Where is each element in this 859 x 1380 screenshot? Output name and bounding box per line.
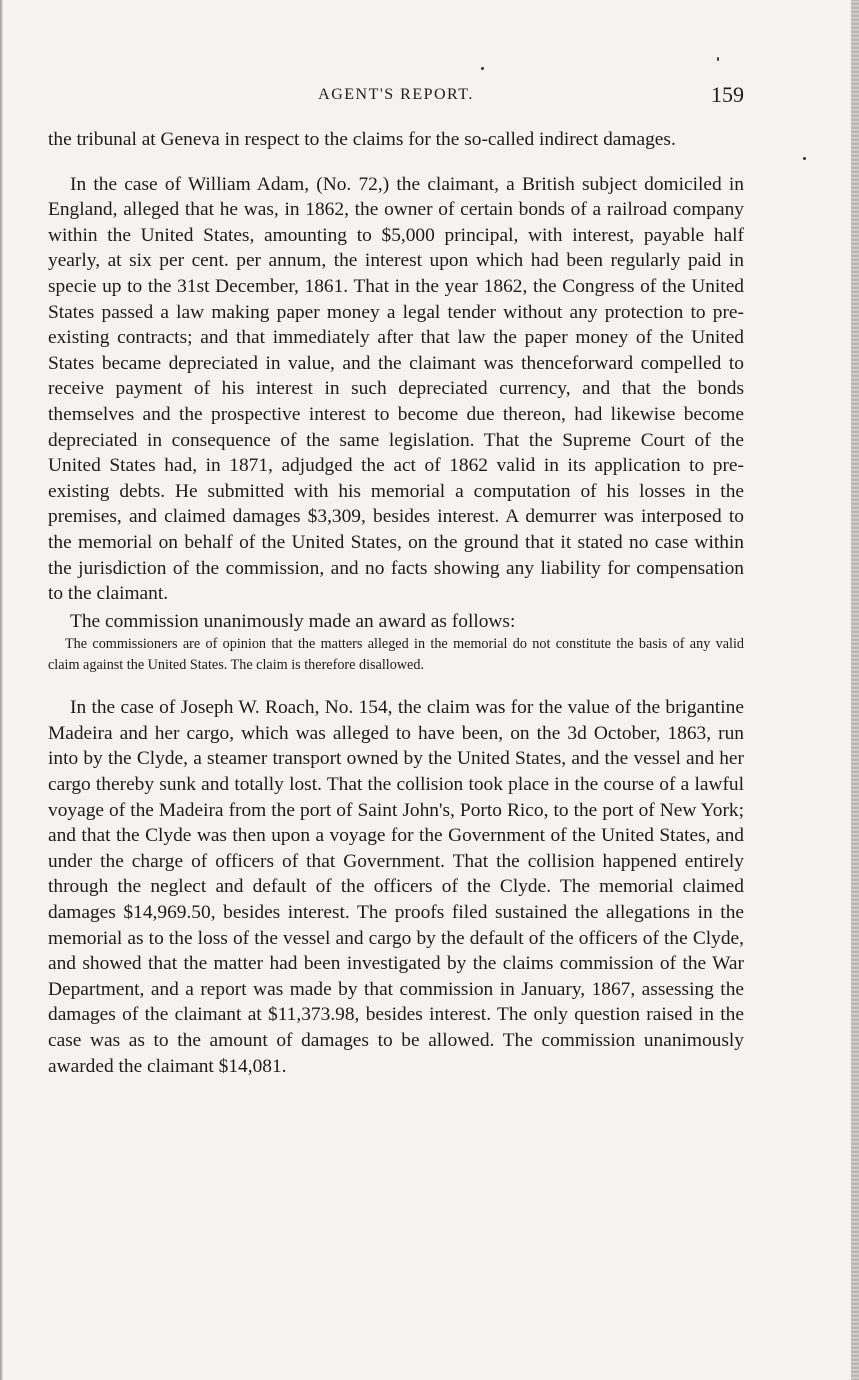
print-speck bbox=[803, 157, 806, 160]
paragraph-adam-case: In the case of William Adam, (No. 72,) the claimant, a British subject domiciled in England, alleged that he was, in 1862, the owner of certain bonds of a railroad company within the United States, amounting to $5,000 principal, with interest, payable half yearly, at six per cent. per annum, the interest upon which had been regularly paid in specie up to the 31st December, 1861. That in the year 1862, the Congress of the United States passed a law making paper money a legal tender without any protection to pre-existing contracts; and that immediately after that law the paper money of the United States became depreciated in value, and the claimant was thenceforward compelled to receive payment of his interest in such depreciated currency, and that the bonds themselves and the prospective interest to become due thereon, had likewise become depreciated in consequence of the same legislation. That the Supreme Court of the United States had, in 1871, adjudged the act of 1862 valid in its application to pre-existing debts. He submitted with his memorial a computation of his losses in the premises, and claimed damages $3,309, besides interest. A demurrer was interposed to the memorial on behalf of the United States, on the ground that it stated no case within the jurisdiction of the commission, and no facts showing any liability for compensation to the claimant. bbox=[48, 173, 744, 605]
print-speck bbox=[717, 57, 719, 61]
print-speck bbox=[481, 67, 484, 70]
running-head: AGENT'S REPORT. bbox=[318, 86, 474, 103]
award-quotation: The commissioners are of opinion that the matters alleged in the memorial do not constitute the basis of any valid claim against the United States. The claim is therefore disallowed. bbox=[48, 636, 744, 674]
paragraph-continuation: the tribunal at Geneva in respect to the claims for the so-called indirect damages. bbox=[48, 129, 676, 150]
body-text bbox=[48, 127, 744, 1079]
page-header bbox=[48, 82, 744, 112]
page-number: 159 bbox=[711, 82, 744, 107]
paragraph-roach-case: In the case of Joseph W. Roach, No. 154, the claim was for the value of the brigantine Madeira and her cargo, which was alleged to have been, on the 3d October, 1863, run into by the Clyde, a steamer transport owned by the United States, and the vessel and her cargo thereby sunk and totally lost. That the collision took place in the course of a lawful voyage of the Madeira from the port of Saint John's, Porto Rico, to the port of New York; and that the Clyde was then upon a voyage for the Government of the United States, and under the charge of officers of that Government. That the collision happened entirely through the neglect and default of the officers of the Clyde. The memorial claimed damages $14,969.50, besides interest. The proofs filed sustained the allegations in the memorial as to the loss of the vessel and cargo by the default of the officers of the Clyde, and showed that the matter had been investigated by the claims commission of the War Department, and a report was made by that commission in January, 1867, assessing the damages of the claimant at $11,373.98, besides interest. The only question raised in the case was as to the amount of damages to be allowed. The commission unanimously awarded the claimant $14,081. bbox=[48, 697, 744, 1077]
page-left-edge bbox=[0, 0, 3, 1380]
paragraph-award-intro: The commission unanimously made an award as follows: bbox=[70, 610, 516, 632]
page-right-edge bbox=[851, 0, 859, 1380]
